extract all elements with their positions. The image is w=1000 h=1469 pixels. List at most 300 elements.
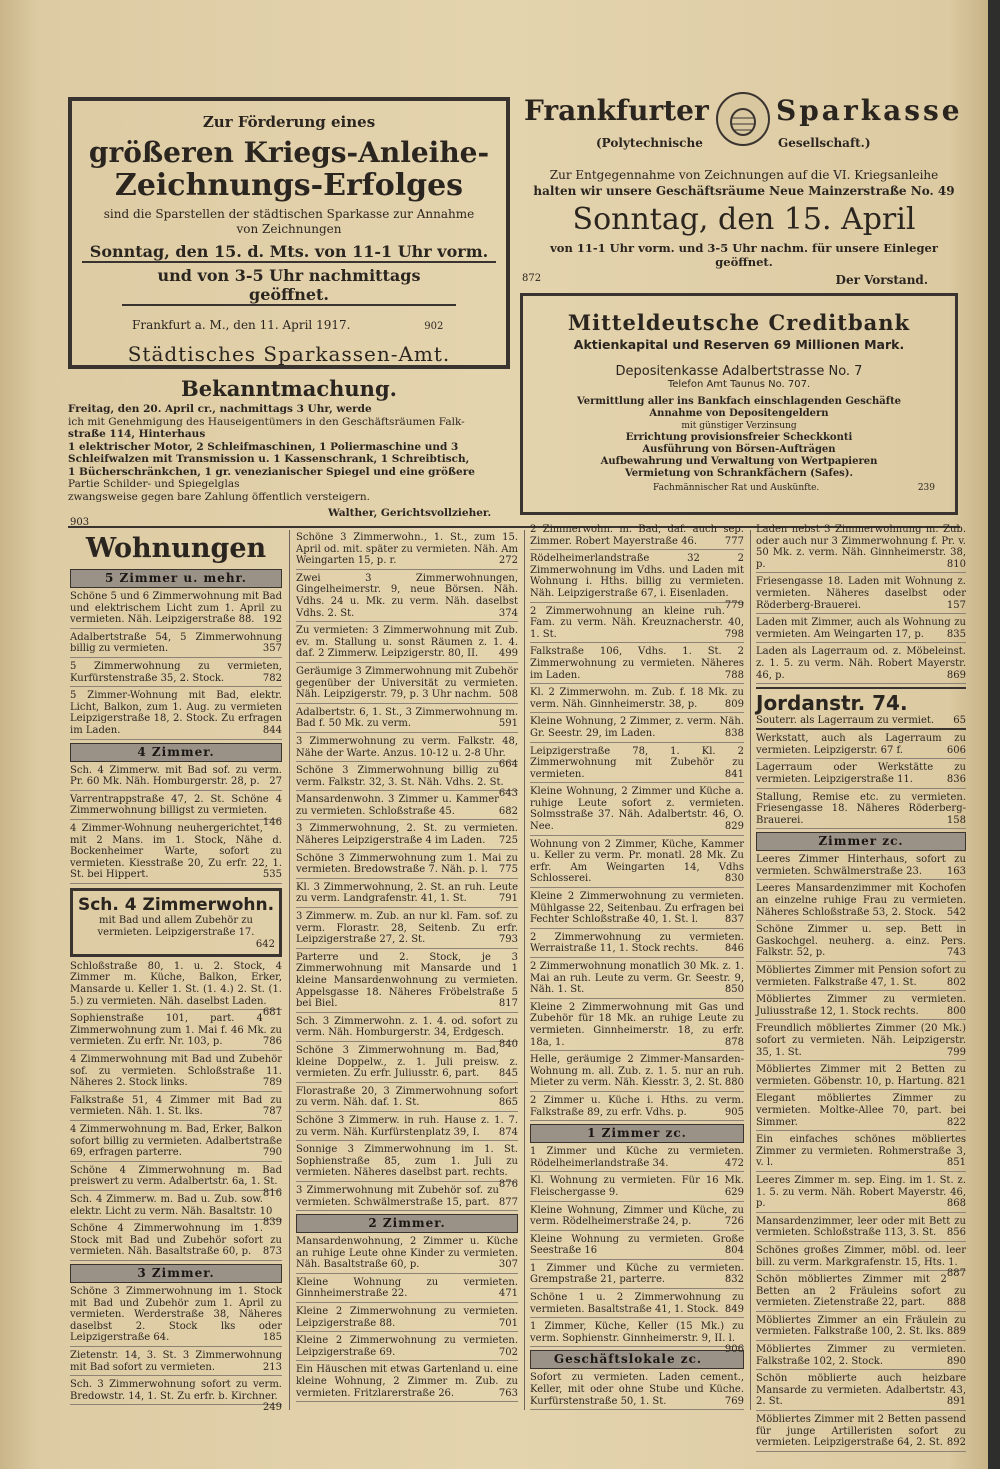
- sparkasse-title-left: Frankfurter: [524, 94, 709, 127]
- ad-text: Möbliertes Zimmer mit 2 Betten zu vermieten. Göbenstr. 10, p. Hartung.: [756, 1064, 966, 1087]
- ad-text: 2 Zimmerwohn. m. Bad, daf. auch sep. Zimmer. Robert Mayerstraße 46.: [530, 524, 744, 547]
- classified-ad: [296, 1144, 518, 1190]
- classified-ad: [530, 891, 744, 929]
- classified-ad: [70, 1054, 282, 1092]
- ad-text: Sonnige 3 Zimmerwohnung im 1. St. Sophienstraße 85, zum 1. Juli zu vermieten. Näheres daselbst part. rechts.: [296, 1144, 518, 1179]
- ad-ref: 786: [262, 1036, 282, 1048]
- classified-ad: [530, 961, 744, 999]
- ad-text: Zu vermieten: 3 Zimmerwohnung mit Zub. ev. m. Stallung u. sonst Räumen z. 1. 4. daf. 2 Zimmerw. Leipzigerstr. 80, II.: [296, 625, 518, 660]
- ad-text: 1 Zimmer, Küche, Keller (15 Mk.) zu verm. Sophienstr. Ginnheimerstr. 9, II. l.: [530, 1321, 744, 1344]
- ad-ref: 878: [724, 1036, 744, 1048]
- ad-text: Parterre und 2. Stock, je 3 Zimmerwohnung mit Mansarde und 1 kleine Mansardenwohnung zu vermieten. Appelsgasse 18. Näheres Fröbelstraße 5 bei Biel.: [296, 951, 518, 1010]
- ad-text: Kl. 2 Zimmerwohn. m. Zub. f. 18 Mk. zu verm. Näh. Ginnheimerstr. 38, p.: [530, 687, 744, 710]
- ad-text: Kleine 2 Zimmerwohnung zu vermieten. Leipzigerstraße 69.: [296, 1335, 518, 1358]
- sparkasse-sub-row: [520, 136, 968, 154]
- bank-office: Depositenkasse Adalbertstrasse No. 7: [615, 364, 863, 379]
- ad-ref: 793: [498, 934, 518, 946]
- classified-ad: [756, 924, 966, 962]
- boxed-ad-text: mit Bad und allem Zubehör zu vermieten. Leipzigerstraße 17.: [97, 914, 255, 938]
- sparkasse-title-right: Sparkasse: [776, 94, 963, 127]
- ad-ref: 374: [498, 607, 518, 619]
- ad-text: Mansardenwohnung, 2 Zimmer u. Küche an ruhige Leute ohne Kinder zu vermieten. Näh. Basaltstraße 60, p.: [296, 1236, 518, 1271]
- ad-text: Möbliertes Zimmer zu vermieten. Falkstraße 102, 2. Stock.: [756, 1344, 966, 1367]
- classified-ad: [756, 854, 966, 880]
- notice-body: sind die Sparstellen der städtischen Sparkasse zur Annahme von Zeichnungen: [103, 207, 475, 236]
- ad-ref: 829: [724, 821, 744, 833]
- ad-ref: 213: [262, 1361, 282, 1373]
- ad-ref: 830: [724, 873, 744, 885]
- section-header: 4 Zimmer.: [70, 743, 282, 762]
- ad-text: Sophienstraße 101, part. 4 Zimmerwohnung zum 1. Mai f. 46 Mk. zu vermieten. Zu erfr. Nr. 103, p.: [70, 1013, 282, 1048]
- ad-ref: 157: [946, 599, 966, 611]
- bek-line: ich mit Genehmigung des Hauseigentümers in den Geschäftsräumen Falk-: [68, 415, 465, 428]
- sparkasse-ref: 872: [522, 273, 542, 284]
- ad-text: Kleine 2 Zimmerwohnung mit Gas und Zubehör für 18 Mk. an ruhige Leute zu vermieten. Ginnheimerstr. 18, zu erfr. 18a, 1.: [530, 1001, 744, 1048]
- ad-text: Sch. 3 Zimmerwohnung sofort zu verm. Bredowstr. 14, 1. St. Zu erfr. b. Kirchner.: [70, 1379, 282, 1402]
- bank-service: Vermittlung aller ins Bankfach einschlagenden Geschäfte: [576, 396, 902, 407]
- classified-ad: [296, 1236, 518, 1274]
- ad-text: Florastraße 20, 3 Zimmerwohnung sofort zu verm. Näh. daf. 1. St.: [296, 1085, 518, 1109]
- ad-text: Kleine Wohnung, Zimmer und Küche, zu verm. Rödelheimerstraße 24, p.: [530, 1204, 744, 1228]
- ad-text: Sch. 3 Zimmerwohn. z. 1. 4. od. sofort zu verm. Näh. Homburgerstr. 34, Erdgesch.: [296, 1015, 518, 1039]
- ad-text: Kl. Wohnung zu vermieten. Für 16 Mk. Fleischergasse 9.: [530, 1175, 744, 1198]
- classified-ad: [756, 994, 966, 1020]
- classified-ad: [530, 716, 744, 742]
- ad-text: Adalbertstr. 6, 1. St., 3 Zimmerwohnung m. Bad f. 50 Mk. zu verm.: [296, 706, 518, 730]
- ad-text: Schöne 1 u. 2 Zimmerwohnung zu vermieten. Basaltstraße 41, 1. Stock.: [530, 1292, 744, 1315]
- bek-line: 1 elektrischer Motor, 2 Schleifmaschinen, 1 Poliermaschine und 3: [68, 440, 459, 453]
- ad-text: Sofort zu vermieten. Laden cement., Keller, mit oder ohne Stube und Küche. Kurfürstenstraße 50, 1. St.: [530, 1372, 744, 1407]
- classified-ad: [756, 1344, 966, 1370]
- ad-ref: 846: [724, 943, 744, 955]
- ad-text: Schöne 3 Zimmerwohn., 1. St., zum 15. April od. mit. später zu vermieten. Näh. Am Weingarten 15, p. r.: [296, 532, 518, 567]
- ad-ref: 850: [724, 984, 744, 996]
- jordan-text: Souterr. als Lagerraum zu vermiet.: [756, 715, 935, 727]
- ad-ref: 836: [946, 773, 966, 785]
- classified-ad: [530, 524, 744, 550]
- classified-ad: [296, 882, 518, 908]
- bekanntmachung-body: [68, 403, 510, 503]
- bekanntmachung: [68, 376, 510, 526]
- classified-ad: [70, 1095, 282, 1121]
- ad-text: Helle, geräumige 2 Zimmer-Mansarden-Wohnung m. all. Zub. z. 1. 5. nur an ruh. Mieter zu verm. Näh. Kiesstr. 3, 2. St.: [530, 1054, 744, 1089]
- ad-text: Schön möblierte auch heizbare Mansarde zu vermieten. Adalbertstr. 43, 2. St.: [756, 1373, 966, 1408]
- ad-text: Schloßstraße 80, 1. u. 2. Stock, 4 Zimmer m. Küche, Balkon, Erker, Mansarde u. Keller 1. St. (1. 4.) 2. St. (1. 5.) zu vermieten. Näh. daselbst Laden.: [70, 960, 282, 1007]
- column-rule: [750, 530, 751, 1410]
- ad-text: Schöne 3 Zimmerwohnung billig zu verm. Falkstr. 32, 3. St. Näh. Vdhs. 2. St.: [296, 765, 504, 788]
- ad-ref: 499: [498, 648, 518, 660]
- ad-text: Schöne 3 Zimmerwohnung im 1. Stock mit Bad und Zubehör zum 1. April zu vermieten. Werderstraße 38, Näheres daselbst 2. Stock lks oder Leipzigerstraße 64.: [70, 1285, 282, 1344]
- ad-ref: 851: [946, 1157, 966, 1169]
- boxed-ad: [70, 888, 282, 957]
- classified-ad: [530, 839, 744, 888]
- kriegsanleihe-notice: [68, 97, 510, 369]
- ad-text: Kl. 3 Zimmerwohnung, 2. St. an ruh. Leute zu verm. Landgrafenstr. 41, 1. St.: [296, 881, 518, 905]
- ad-ref: 845: [498, 1068, 518, 1080]
- ad-ref: 804: [724, 1245, 744, 1257]
- ad-text: Geräumige 3 Zimmerwohnung mit Zubehör gegenüber der Universität zu vermieten. Näh. Leipzigerstr. 79, p. 3 Uhr nachm.: [296, 665, 518, 701]
- classified-ad: [530, 1175, 744, 1201]
- ad-ref: 743: [946, 947, 966, 959]
- classified-ad: [756, 1023, 966, 1061]
- classified-ad: [756, 1216, 966, 1242]
- place-date-text: Frankfurt a. M., den 11. April 1917.: [132, 318, 351, 332]
- classified-ad: [70, 1286, 282, 1347]
- column-4: [756, 524, 966, 1449]
- bank-service: mit günstiger Verzinsung: [681, 421, 797, 431]
- section-header: Geschäftslokale zc.: [530, 1350, 744, 1369]
- classified-ad: [756, 1175, 966, 1213]
- ad-text: Schöne 5 und 6 Zimmerwohnung mit Bad und elektrischem Licht zum 1. April zu vermieten. Näh. Leipzigerstraße 88.: [70, 591, 282, 626]
- classified-ad: [296, 532, 518, 570]
- ad-text: Adalbertstraße 54, 5 Zimmerwohnung billig zu vermieten.: [70, 631, 282, 655]
- bek-signature: Walther, Gerichtsvollzieher.: [328, 507, 492, 519]
- classified-ad: [70, 960, 282, 1019]
- classified-ad: [530, 1234, 744, 1260]
- bek-line: zwangsweise gegen bare Zahlung öffentlich versteigern.: [68, 490, 371, 503]
- classified-ad: [530, 687, 744, 713]
- classified-ad: [530, 1372, 744, 1410]
- ad-text: 1 Zimmer und Küche zu vermieten. Rödelheimerlandstraße 34.: [530, 1146, 744, 1169]
- ad-ref: 906: [724, 1344, 744, 1356]
- ad-text: Schöne Zimmer u. sep. Bett in Gaskochgel. neuherg. a. einz. Pers. Falkstr. 52, p.: [756, 924, 966, 959]
- bank-services: [523, 396, 955, 480]
- section-header: Zimmer zc.: [756, 832, 966, 851]
- ad-text: Schöne 3 Zimmerw. in ruh. Hause z. 1. 7. zu verm. Näh. Kurfürstenplatz 39, I.: [296, 1114, 518, 1138]
- ad-ref: 837: [724, 914, 744, 926]
- ad-text: Falkstraße 51, 4 Zimmer mit Bad zu vermieten. Näh. 1. St. lks.: [70, 1094, 282, 1118]
- jordan-line: [756, 715, 966, 726]
- ad-text: Leeres Zimmer Hinterhaus, sofort zu vermieten. Schwälmerstraße 23.: [756, 854, 966, 877]
- ad-ref: 782: [262, 672, 282, 684]
- ad-text: Laden nebst 3 Zimmerwohnung m. Zub. oder auch nur 3 Zimmerwohnung f. Pr. v. 50 Mk. z. verm. Näh. Ginnheimerstr. 38, p.: [756, 524, 966, 570]
- classified-ad: [530, 746, 744, 784]
- classified-ad: [756, 1274, 966, 1312]
- classified-ad: [296, 1185, 518, 1211]
- ad-text: 3 Zimmerwohnung mit Zubehör sof. zu vermieten. Schwälmerstraße 15, part.: [296, 1184, 499, 1208]
- ad-text: 1 Zimmer und Küche zu vermieten. Grempstraße 21, parterre.: [530, 1262, 744, 1286]
- ad-text: 5 Zimmer-Wohnung mit Bad, elektr. Licht, Balkon, zum 1. Aug. zu vermieten Leipzigerstraße 18, 2. Stock. Zu erfragen im Laden.: [70, 690, 282, 736]
- ad-ref: 787: [262, 1106, 282, 1118]
- classified-ad: [756, 1414, 966, 1452]
- bank-phone: Telefon Amt Taunus No. 707.: [667, 379, 811, 390]
- ad-ref: 471: [498, 1288, 518, 1300]
- classified-ad: [756, 792, 966, 830]
- column-rule: [524, 530, 525, 1410]
- ad-text: Freundlich möbliertes Zimmer (20 Mk.) sofort zu vermieten. Näh. Leipzigerstr. 35, 1. St.: [756, 1023, 966, 1058]
- ad-ref: 841: [724, 768, 744, 780]
- classified-ad: [530, 1292, 744, 1318]
- bek-line: 1 Bücherschränkchen, 1 gr. venezianischer Spiegel und eine größere: [68, 465, 475, 478]
- classified-ad: [756, 965, 966, 991]
- section-header: 2 Zimmer.: [296, 1214, 518, 1233]
- classified-ad: [756, 1315, 966, 1341]
- bank-name: Mitteldeutsche Creditbank: [567, 310, 911, 335]
- classified-ad: [530, 786, 744, 835]
- classified-ad: [296, 1335, 518, 1361]
- classified-ad: [530, 1002, 744, 1051]
- classified-ad: [756, 617, 966, 643]
- ad-ref: 835: [946, 628, 966, 640]
- ad-ref: 725: [498, 835, 518, 847]
- column-1: [70, 532, 282, 1412]
- ad-text: 3 Zimmerwohnung, 2. St. zu vermieten. Näheres Leipzigerstraße 4 im Laden.: [296, 823, 518, 847]
- classified-ad: [296, 1045, 518, 1083]
- classified-ad: [70, 793, 282, 828]
- bank-ref: 239: [917, 483, 935, 493]
- ad-text: Kleine Wohnung, 2 Zimmer und Küche a. ruhige Leute sofort z. vermieten. Solmsstraße 37. Näh. Adalbertstr. 46, O. Nee.: [530, 786, 744, 833]
- classified-ad: [296, 1015, 518, 1050]
- ad-ref: 542: [946, 906, 966, 918]
- ad-ref: 357: [262, 643, 282, 655]
- ad-text: Kleine Wohnung zu vermieten. Große Seestraße 16: [530, 1233, 744, 1257]
- ad-ref: 799: [946, 1046, 966, 1058]
- bank-footer: [523, 483, 955, 495]
- ad-ref: 891: [946, 1396, 966, 1408]
- classified-ad: [70, 823, 282, 884]
- classified-ad: [756, 1064, 966, 1090]
- classified-ad: [756, 646, 966, 684]
- classified-ad: [296, 1364, 518, 1402]
- classified-ad: [756, 1244, 966, 1280]
- ad-text: Leipzigerstraße 78, 1. Kl. 2 Zimmerwohnung mit Zubehör zu vermieten.: [530, 745, 744, 780]
- ad-ref: 789: [262, 1077, 282, 1089]
- ad-ref: 802: [946, 976, 966, 988]
- ad-ref: 876: [498, 1178, 518, 1190]
- bek-line: Freitag, den 20. April cr., nachmittags 3 Uhr, werde: [68, 403, 372, 415]
- classified-ad: [70, 1164, 282, 1199]
- bek-ref: 903: [70, 517, 90, 528]
- ad-text: 3 Zimmerw. m. Zub. an nur kl. Fam. sof. zu verm. Florastr. 28, Seitenb. Zu erfr. Leipzigerstraße 27, 2. St.: [296, 911, 518, 946]
- creditbank-ad: [520, 293, 958, 515]
- ad-ref: 800: [946, 1005, 966, 1017]
- ad-ref: 822: [946, 1116, 966, 1128]
- ad-text: Schöne 3 Zimmerwohnung m. Bad, kleine Doppelw., z. 1. Juli preisw. z. vermieten. Zu erfr. Juliusstr. 6, part.: [296, 1044, 518, 1080]
- bank-service: Vermietung von Schrankfächern (Safes).: [624, 468, 854, 479]
- ad-ref: 629: [724, 1186, 744, 1198]
- bank-service: Aufbewahrung und Verwaltung von Wertpapieren: [600, 456, 878, 467]
- classified-ad: [530, 553, 744, 611]
- classified-ad: [296, 794, 518, 820]
- bank-service: Errichtung provisionsfreier Scheckkonti: [625, 432, 853, 443]
- classified-ad: [296, 952, 518, 1013]
- sparkasse-signature: Der Vorstand.: [835, 273, 928, 287]
- ad-text: 2 Zimmerwohnung monatlich 30 Mk. z. 1. Mai an ruh. Leute zu verm. Gr. Seestr. 9, Näh. 1. St.: [530, 961, 744, 996]
- classified-ad: [530, 1263, 744, 1289]
- ad-ref: 892: [946, 1437, 966, 1449]
- ad-ref: 779: [724, 599, 744, 611]
- ad-text: Ein einfaches schönes möbliertes Zimmer zu vermieten. Rohmerstraße 3, v. l.: [756, 1134, 966, 1169]
- ad-ref: 682: [498, 805, 518, 817]
- ad-text: Werkstatt, auch als Lagerraum zu vermieten. Leipzigerstr. 67 f.: [756, 733, 966, 756]
- jordan-ad: [756, 687, 966, 730]
- ad-text: Laden mit Zimmer, auch als Wohnung zu vermieten. Am Weingarten 17, p.: [756, 617, 966, 640]
- ad-text: Möbliertes Zimmer mit 2 Betten passend für junge Artilleristen sofort zu vermieten. Leipzigerstraße 64, 2. St.: [756, 1414, 966, 1449]
- ad-ref: 849: [724, 1303, 744, 1315]
- column-rule: [289, 530, 290, 1410]
- sparkasse-body-1: Zur Entgegennahme von Zeichnungen auf die VI. Kriegsanleihe: [549, 168, 939, 182]
- ad-ref: 664: [498, 759, 518, 771]
- ad-ref: 472: [724, 1157, 744, 1169]
- ad-ref: 775: [498, 864, 518, 876]
- ad-ref: 832: [724, 1274, 744, 1286]
- ad-ref: 307: [498, 1259, 518, 1271]
- ad-ref: 788: [724, 669, 744, 681]
- ad-ref: 158: [946, 814, 966, 826]
- ad-ref: 192: [262, 614, 282, 626]
- sparkasse-hours: von 11-1 Uhr vorm. und 3-5 Uhr nachm. für unsere Einleger geöffnet.: [550, 241, 938, 269]
- classified-ad: [296, 735, 518, 771]
- ad-text: Möbliertes Zimmer mit Pension sofort zu vermieten. Falkstraße 47, 1. St.: [756, 965, 966, 988]
- ad-ref: 643: [498, 788, 518, 800]
- book-edge: [988, 0, 1000, 1469]
- ad-ref: 726: [724, 1216, 744, 1228]
- classified-ad: [756, 1093, 966, 1131]
- classified-ad: [296, 666, 518, 704]
- ad-ref: 890: [946, 1355, 966, 1367]
- sparkasse-footer: [520, 273, 968, 289]
- classified-ad: [296, 1306, 518, 1332]
- classified-ad: [530, 606, 744, 644]
- ad-ref: 887: [946, 1268, 966, 1280]
- ad-text: Sch. 4 Zimmerw. m. Bad u. Zub. sow. elektr. Licht zu verm. Näh. Basaltstr. 10: [70, 1193, 273, 1217]
- ad-text: 2 Zimmerwohnung zu vermieten. Werraistraße 11, 1. Stock rechts.: [530, 931, 744, 955]
- notice-signature: Städtisches Sparkassen-Amt.: [127, 342, 451, 366]
- classified-ad: [296, 911, 518, 949]
- ad-ref: 821: [946, 1075, 966, 1087]
- ad-ref: 880: [724, 1077, 744, 1089]
- ad-text: 4 Zimmerwohnung m. Bad, Erker, Balkon sofort billig zu vermieten. Adalbertstraße 69, erfragen parterre.: [70, 1124, 282, 1159]
- ad-ref: 865: [498, 1097, 518, 1109]
- ad-text: Schönes großes Zimmer, möbl. od. leer bill. zu verm. Markgrafenstr. 15, Hts. 1.: [756, 1244, 966, 1268]
- classified-ad: [70, 1350, 282, 1376]
- notice-headline-2: Zeichnungs-Erfolges: [114, 168, 464, 203]
- classified-ad: [530, 932, 744, 958]
- classified-ad: [70, 1124, 282, 1162]
- ad-ref: 840: [498, 1038, 518, 1050]
- classified-ad: [296, 1277, 518, 1303]
- ad-text: 3 Zimmerwohnung zu verm. Falkstr. 48, Nähe der Warte. Anzus. 10-12 u. 2-8 Uhr.: [296, 735, 518, 759]
- ad-text: Rödelheimerlandstraße 32 2 Zimmerwohnung im Vdhs. und Laden mit Wohnung i. Hths. billig zu vermieten. Näh. Leipzigerstraße 67, i. Eisenladen.: [530, 553, 744, 599]
- classified-ad: [530, 1054, 744, 1092]
- ad-ref: 606: [946, 744, 966, 756]
- ad-ref: 272: [498, 555, 518, 567]
- classified-ad: [296, 707, 518, 733]
- ad-text: Friesengasse 18. Laden mit Wohnung z. vermieten. Näheres daselbst oder Röderberg-Brauerei.: [756, 576, 966, 611]
- classified-ad: [756, 883, 966, 921]
- ad-ref: 844: [262, 724, 282, 736]
- ad-text: Leeres Mansardenzimmer mit Kochofen an einzelne ruhige Frau zu vermieten. Näheres Schloßstraße 53, 2. Stock.: [756, 883, 966, 918]
- classified-ad: [70, 1379, 282, 1414]
- ad-text: Mansardenwohn. 3 Zimmer u. Kammer zu vermieten. Schloßstraße 45.: [296, 794, 499, 817]
- notice-ref: 902: [424, 321, 444, 332]
- ad-text: Varrentrappstraße 47, 2. St. Schöne 4 Zimmerwohnung billigst zu vermieten.: [70, 793, 282, 817]
- ad-ref: 702: [498, 1346, 518, 1358]
- ad-ref: 816: [262, 1187, 282, 1199]
- ad-text: Zietenstr. 14, 3. St. 3 Zimmerwohnung mit Bad sofort zu vermieten.: [70, 1349, 282, 1373]
- ad-text: Schöne 4 Zimmerwohnung m. Bad preiswert zu verm. Adalbertstr. 6a, 1. St.: [70, 1164, 282, 1188]
- sparkasse-title-row: [520, 92, 968, 136]
- ad-ref: 838: [724, 727, 744, 739]
- classified-ad: [70, 690, 282, 739]
- bek-line: straße 114, Hinterhaus: [68, 428, 206, 440]
- ad-text: Kleine 2 Zimmerwohnung zu vermieten. Mühlgasse 22, Seitenbau. Zu erfragen bei Fechter Schloßstraße 40, 1. St. l.: [530, 891, 744, 926]
- ad-ref: 701: [498, 1317, 518, 1329]
- ad-ref: 769: [724, 1395, 744, 1407]
- classified-ad: [296, 823, 518, 849]
- ad-ref: 535: [262, 869, 282, 881]
- notice-date-line-2: und von 3-5 Uhr nachmittags geöffnet.: [122, 266, 456, 306]
- ad-ref: 681: [262, 1007, 282, 1019]
- classified-ad: [70, 661, 282, 687]
- ad-text: Falkstraße 106, Vdhs. 1. St. 2 Zimmerwohnung zu vermieten. Näheres im Laden.: [530, 646, 744, 681]
- ad-ref: 591: [498, 718, 518, 730]
- ad-text: Sch. 4 Zimmerw. mit Bad sof. zu verm. Pr. 60 Mk. Näh. Homburgerstr. 28, p.: [70, 764, 282, 788]
- classified-ad: [70, 1013, 282, 1051]
- ad-text: 4 Zimmerwohnung mit Bad und Zubehör sof. zu vermieten. Schloßstraße 11. Näheres 2. Stock links.: [70, 1054, 282, 1089]
- notice-date-line: Sonntag, den 15. d. Mts. von 11-1 Uhr vorm.: [82, 242, 496, 263]
- classified-ad: [756, 576, 966, 614]
- classified-ad: [296, 625, 518, 663]
- classified-ad: [530, 646, 744, 684]
- sparkasse-date: Sonntag, den 15. April: [572, 202, 916, 237]
- sparkasse-sub-left: (Polytechnische: [596, 136, 703, 150]
- ad-ref: 856: [946, 1227, 966, 1239]
- ad-text: Mansardenzimmer, leer oder mit Bett zu vermieten. Schloßstraße 113, 3. St.: [756, 1215, 966, 1239]
- classified-ad: [296, 1115, 518, 1141]
- classified-ad: [756, 1373, 966, 1411]
- bek-line: Schleifwalzen mit Transmission u. 1 Kassenschrank, 1 Schreibtisch,: [68, 453, 470, 465]
- ad-text: Ein Häuschen mit etwas Gartenland u. eine kleine Wohnung, 2 Zimmer m. Zub. zu vermieten. Fritzlarerstraße 26.: [296, 1364, 518, 1399]
- ad-text: 4 Zimmer-Wohnung neuhergerichtet, mit 2 Mans. im 1. Stock, Nähe d. Bockenheimer Warte, sofort zu vermieten. Kiesstraße 20, Zu erfr. 22, 1. St. bei Hippert.: [70, 822, 282, 881]
- ad-text: Stallung, Remise etc. zu vermieten. Friesengasse 18. Näheres Röderberg-Brauerei.: [756, 791, 966, 826]
- ad-ref: 249: [262, 1402, 282, 1414]
- ad-ref: 146: [262, 816, 282, 828]
- bekanntmachung-title: Bekanntmachung.: [181, 376, 397, 401]
- sparkasse-body-2: halten wir unsere Geschäftsräume Neue Mainzerstraße No. 49: [533, 184, 955, 198]
- ad-ref: 185: [262, 1332, 282, 1344]
- ad-text: Möbliertes Zimmer zu vermieten. Juliusstraße 12, 1. Stock rechts.: [756, 994, 966, 1017]
- ad-text: Lagerraum oder Werkstätte zu vermieten. Leipzigerstraße 11.: [756, 762, 966, 785]
- ad-ref: 790: [262, 1147, 282, 1159]
- section-header: 3 Zimmer.: [70, 1264, 282, 1283]
- ad-ref: 874: [498, 1126, 518, 1138]
- ad-ref: 163: [946, 865, 966, 877]
- sparkasse-sub-right: Gesellschaft.): [778, 136, 871, 150]
- ad-text: Zwei 3 Zimmerwohnungen, Gingelheimerstr. 9, neue Börsen. Näh. Vdhs. 24 u. Mk. zu verm. Näh. daselbst Vdhs. 2. St.: [296, 572, 518, 619]
- ad-ref: 798: [724, 628, 744, 640]
- ad-ref: 888: [946, 1297, 966, 1309]
- notice-kicker: Zur Förderung eines: [202, 113, 376, 131]
- ad-ref: 868: [946, 1198, 966, 1210]
- ad-text: Schöne 4 Zimmerwohnung im 1. Stock mit Bad und Zubehör sofort zu vermieten. Näh. Basaltstraße 60, p.: [70, 1223, 282, 1258]
- sparkasse-notice: [520, 92, 968, 287]
- ad-text: Schön möbliertes Zimmer mit 2 Betten an 2 Fräuleins sofort zu vermieten. Zietenstraße 22, part.: [756, 1274, 966, 1309]
- bank-service: Ausführung von Börsen-Aufträgen: [642, 444, 836, 455]
- bank-service: Annahme von Depositengeldern: [649, 408, 829, 419]
- classified-ad: [530, 1095, 744, 1121]
- classified-ad: [296, 853, 518, 879]
- ad-text: Schöne 3 Zimmerwohnung zum 1. Mai zu vermieten. Bredowstraße 7. Näh. p. l.: [296, 852, 518, 876]
- classified-ad: [756, 762, 966, 788]
- notice-place-date: [132, 318, 506, 332]
- ad-text: Elegant möbliertes Zimmer zu vermieten. Moltke-Allee 70, part. bei Simmer.: [756, 1093, 966, 1128]
- classified-ad: [756, 524, 966, 573]
- ad-text: Möbliertes Zimmer an ein Fräulein zu vermieten. Falkstraße 100, 2. St. lks.: [756, 1314, 966, 1338]
- ad-ref: 869: [946, 669, 966, 681]
- classified-ad: [756, 1134, 966, 1172]
- classified-ad: [70, 591, 282, 629]
